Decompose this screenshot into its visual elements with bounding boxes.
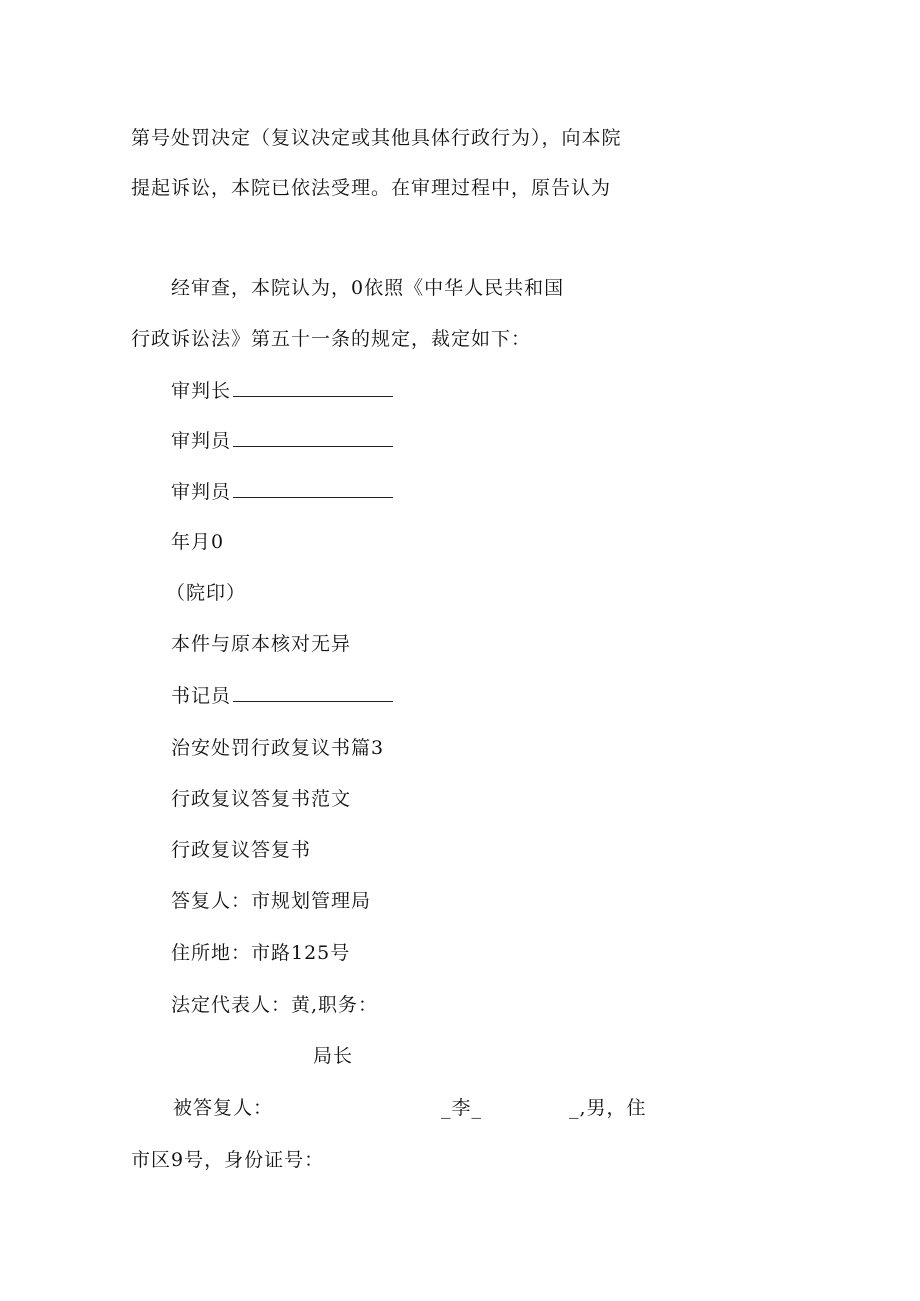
paragraph-2-line-1: 经审查，本院认为，0依照《中华人民共和国 [171, 277, 565, 299]
chief-judge-signature-line [171, 378, 393, 403]
address-line: 住所地：市路125号 [171, 942, 351, 964]
judge-2-blank [233, 479, 393, 498]
date-line: 年月0 [171, 531, 225, 553]
document-title: 行政复议答复书 [171, 839, 312, 861]
section-heading: 治安处罚行政复议书篇3 [171, 737, 385, 759]
clerk-label: 书记员 [171, 685, 232, 707]
position-line: 局长 [313, 1045, 354, 1067]
respondent-line: 答复人：市规划管理局 [171, 890, 372, 912]
applicant-label: 被答复人： [173, 1097, 274, 1119]
clerk-signature-line [171, 683, 393, 708]
judge-1-label: 审判员 [171, 430, 232, 452]
judge-2-label: 审判员 [171, 481, 232, 503]
clerk-blank [233, 683, 393, 702]
sample-title: 行政复议答复书范文 [171, 788, 352, 810]
judge-2-signature-line [171, 479, 393, 504]
applicant-address-line: 市区9号，身份证号： [131, 1149, 325, 1171]
judge-1-signature-line [171, 428, 393, 453]
chief-judge-blank [233, 378, 393, 397]
court-seal: （院印） [166, 582, 247, 604]
judge-1-blank [233, 428, 393, 447]
verified-note: 本件与原本核对无异 [171, 633, 352, 655]
paragraph-1-line-2: 提起诉讼，本院已依法受理。在审理过程中，原告认为 [131, 177, 612, 199]
paragraph-1-line-1: 第号处罚决定（复议决定或其他具体行政行为），向本院 [131, 127, 622, 149]
applicant-name: _李_ [441, 1097, 483, 1119]
applicant-suffix: _,男，住 [569, 1097, 647, 1119]
legal-representative-line: 法定代表人：黄,职务： [171, 994, 379, 1016]
chief-judge-label: 审判长 [171, 380, 232, 402]
paragraph-2-line-2: 行政诉讼法》第五十一条的规定，裁定如下： [131, 328, 532, 350]
